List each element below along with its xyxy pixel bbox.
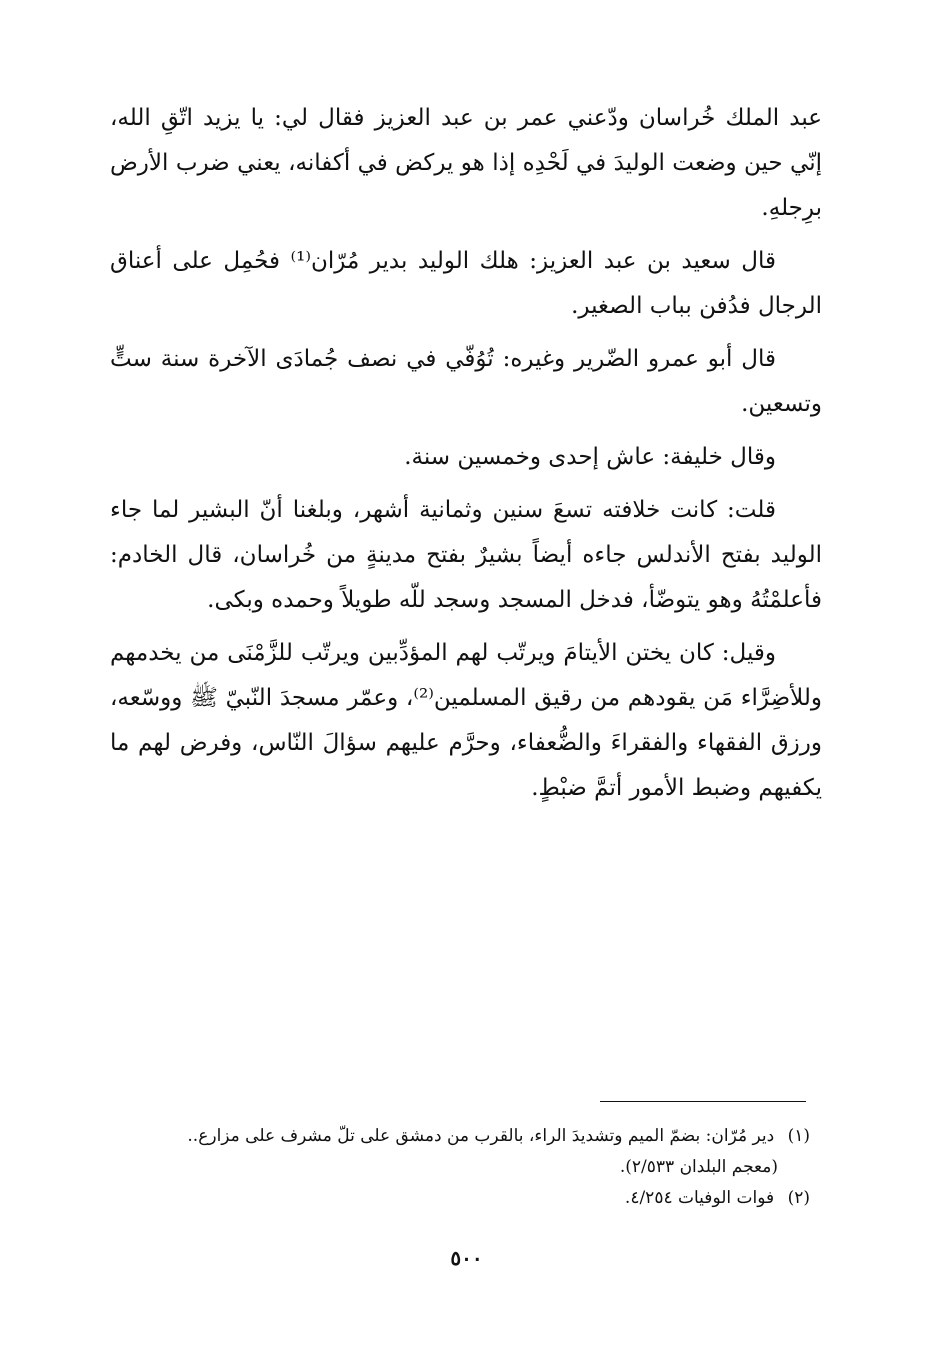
footnote-number: (١): [787, 1126, 810, 1146]
footnotes: [110, 1121, 810, 1214]
footnote-text: فوات الوفيات ٤/٢٥٤.: [624, 1188, 775, 1208]
footnote: [110, 1183, 810, 1214]
paragraph: عبد الملك خُراسان ودّعني عمر بن عبد العزيز فقال لي: يا يزيد اتّقِ الله، إنّي حين وضعت الوليدَ في لَحْدِه إذا هو يركض في أكفانه، يعني ضرب الأرض برِجلهِ.: [110, 105, 822, 221]
paragraph: قال أبو عمرو الضّرير وغيره: تُوُفّي في نصف جُمادَى الآخرة سنة ستٍّ وتسعين.: [110, 346, 822, 417]
paragraph: وقيل: كان يختن الأيتامَ ويرتّب لهم المؤدِّبين ويرتّب للزَّمْنَى من يخدمهم وللأضِرَّاء مَن يقودهم من رقيق المسلمين⁽²⁾، وعمّر مسجدَ النّبيّ ﷺ ووسّعه، ورزق الفقهاء والفقراءَ والضُّعفاء، وحرَّم عليهم سؤالَ النّاس، وفرض لهم ما يكفيهم وضبط الأمور أتمَّ ضبْطٍ.: [110, 640, 822, 801]
footnote-text: دير مُرّان: بضمّ الميم وتشديدَ الراء، بالقرب من دمشق على تلّ مشرف على مزارع..: [187, 1126, 775, 1146]
page-number: ٥٠٠: [450, 1246, 483, 1270]
footnote-number: (٢): [787, 1188, 810, 1208]
footnote: [110, 1121, 810, 1152]
footnote-divider: [600, 1101, 806, 1102]
paragraph: قلت: كانت خلافته تسعَ سنين وثمانية أشهر، وبلغنا أنّ البشير لما جاء الوليد بفتح الأندلس جاءه أيضاً بشيرٌ بفتح مدينةٍ من خُراسان، قال الخادم: فأعلمْتُهُ وهو يتوضّأ، فدخل المسجد وسجد للّه طويلاً وحمده وبكى.: [110, 497, 822, 613]
paragraph: قال سعيد بن عبد العزيز: هلك الوليد بدير مُرّان⁽¹⁾ فحُمِل على أعناق الرجال فدُفن بباب الصغير.: [110, 248, 822, 319]
footnote-continuation: (معجم البلدان ٢/٥٣٣).: [619, 1157, 778, 1177]
paragraph: وقال خليفة: عاش إحدى وخمسين سنة.: [404, 444, 776, 470]
main-text: [110, 96, 822, 811]
